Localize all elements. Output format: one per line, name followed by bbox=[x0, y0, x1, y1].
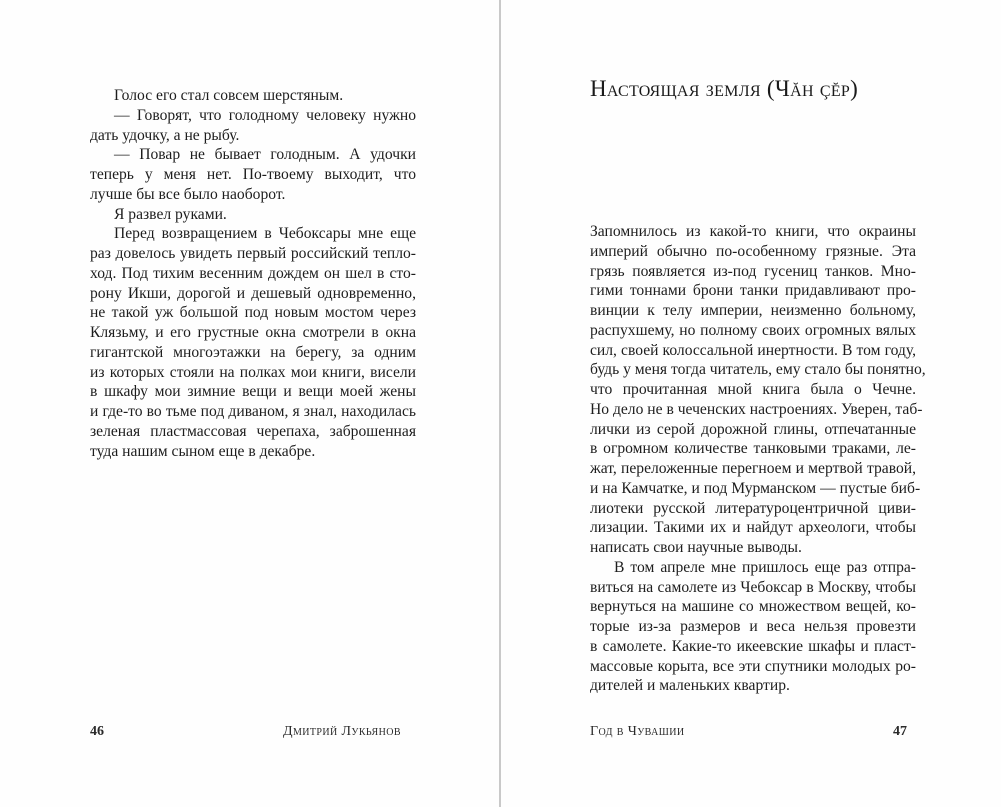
paragraph bbox=[90, 86, 416, 106]
text-line: и где-то во тьме под диваном, я знал, находилась bbox=[90, 403, 416, 420]
text-line: гими тоннами брони танки придавливают про- bbox=[590, 282, 916, 300]
text-line: виться на самолете из Чебоксар в Москву, чтобы bbox=[590, 578, 916, 596]
text-line: в шкафу мои зимние вещи и вещи моей жены bbox=[90, 383, 416, 401]
paragraph bbox=[590, 222, 926, 558]
paragraph bbox=[90, 145, 416, 204]
left-page-body bbox=[90, 86, 416, 461]
text-line: зеленая пластмассовая черепаха, заброшенная bbox=[90, 422, 416, 440]
text-line: гигантской многоэтажки на берегу, за одним bbox=[90, 343, 416, 361]
text-line: рону Икши, дорогой и дешевый одновременно, bbox=[90, 284, 416, 302]
text-line: ход. Под тихим весенним дождем он шел в сто- bbox=[90, 264, 416, 282]
paragraph bbox=[90, 224, 416, 461]
text-line: лиотеки русской литературоцентричной циви- bbox=[590, 499, 916, 517]
text-line: винции к телу империи, неизменно больному, bbox=[590, 302, 916, 319]
text-line: империй обычно по-особенному грязные. Эта bbox=[590, 242, 916, 260]
text-line: массовые корыта, все эти спутники молодых ро- bbox=[590, 657, 916, 675]
text-line: грязь появляется из-под гусениц танков. Мно- bbox=[590, 262, 916, 280]
text-line: лучше бы все было наоборот. bbox=[90, 185, 286, 203]
running-head-author: Дмитрий Лукьянов bbox=[283, 724, 401, 739]
text-line: Клязьму, и его грустные окна смотрели в окна bbox=[90, 324, 416, 341]
text-line: написать свои научные выводы. bbox=[590, 539, 802, 556]
text-line: Голос его стал совсем шерстяным. bbox=[114, 87, 344, 104]
text-line: раз довелось увидеть первый российский тепло- bbox=[90, 245, 416, 262]
text-line: будь у меня тогда читатель, ему стало бы понятно, bbox=[590, 361, 926, 379]
page-number: 46 bbox=[90, 724, 104, 739]
paragraph bbox=[90, 205, 416, 225]
text-line: туда нашим сыном еще в декабре. bbox=[90, 442, 316, 460]
text-line: вернуться на машине со множеством вещей, ко- bbox=[590, 598, 916, 616]
text-line: из которых стояли на полках мои книги, висели bbox=[90, 363, 416, 381]
chapter-title: Настоящая земля (Чăн çĕр) bbox=[590, 76, 859, 101]
text-line: в самолете. Какие-то икеевские шкафы и пласт- bbox=[590, 637, 916, 655]
paragraph bbox=[590, 558, 916, 696]
text-line: Перед возвращением в Чебоксары мне еще bbox=[114, 225, 416, 243]
left-page bbox=[0, 0, 499, 807]
text-line: лизации. Такими их и найдут археологи, чтобы bbox=[590, 519, 916, 537]
text-line: не такой уж большой под новым мостом через bbox=[90, 304, 416, 322]
text-line: дать удочку, а не рыбу. bbox=[90, 126, 240, 144]
text-line: теперь у меня нет. По-твоему выходит, что bbox=[90, 166, 416, 183]
text-line: сил, своей колоссальной инертности. В том году, bbox=[590, 341, 916, 359]
text-line: распухшему, но полному своих огромных вялых bbox=[590, 321, 916, 339]
page-number: 47 bbox=[893, 724, 907, 739]
paragraph bbox=[90, 106, 416, 146]
running-head-book-title: Год в Чувашии bbox=[590, 724, 685, 739]
text-line: лички из серой дорожной глины, отпечатанные bbox=[590, 420, 916, 438]
text-line: и на Камчатке, и под Мурманском — пустые биб- bbox=[590, 479, 921, 497]
right-page bbox=[501, 0, 1001, 807]
text-line: жат, переложенные перегноем и мертвой травой, bbox=[590, 460, 916, 477]
text-line: Но дело не в чеченских настроениях. Уверен, таб- bbox=[590, 400, 923, 418]
text-line: — Говорят, что голодному человеку нужно bbox=[114, 106, 416, 124]
text-line: в огромном количестве танковыми траками, ле- bbox=[590, 440, 916, 458]
text-line: — Повар не бывает голодным. А удочки bbox=[114, 146, 416, 164]
right-page-body bbox=[590, 222, 926, 696]
text-line: В том апреле мне пришлось еще раз отпра- bbox=[614, 558, 916, 576]
text-line: Я развел руками. bbox=[114, 205, 227, 223]
text-line: что прочитанная мной книга была о Чечне. bbox=[590, 381, 916, 398]
text-line: дителей и маленьких квартир. bbox=[590, 677, 790, 695]
text-line: торые из-за размеров и веса нельзя провезти bbox=[590, 618, 916, 635]
text-line: Запомнилось из какой-то книги, что окраины bbox=[590, 223, 916, 240]
